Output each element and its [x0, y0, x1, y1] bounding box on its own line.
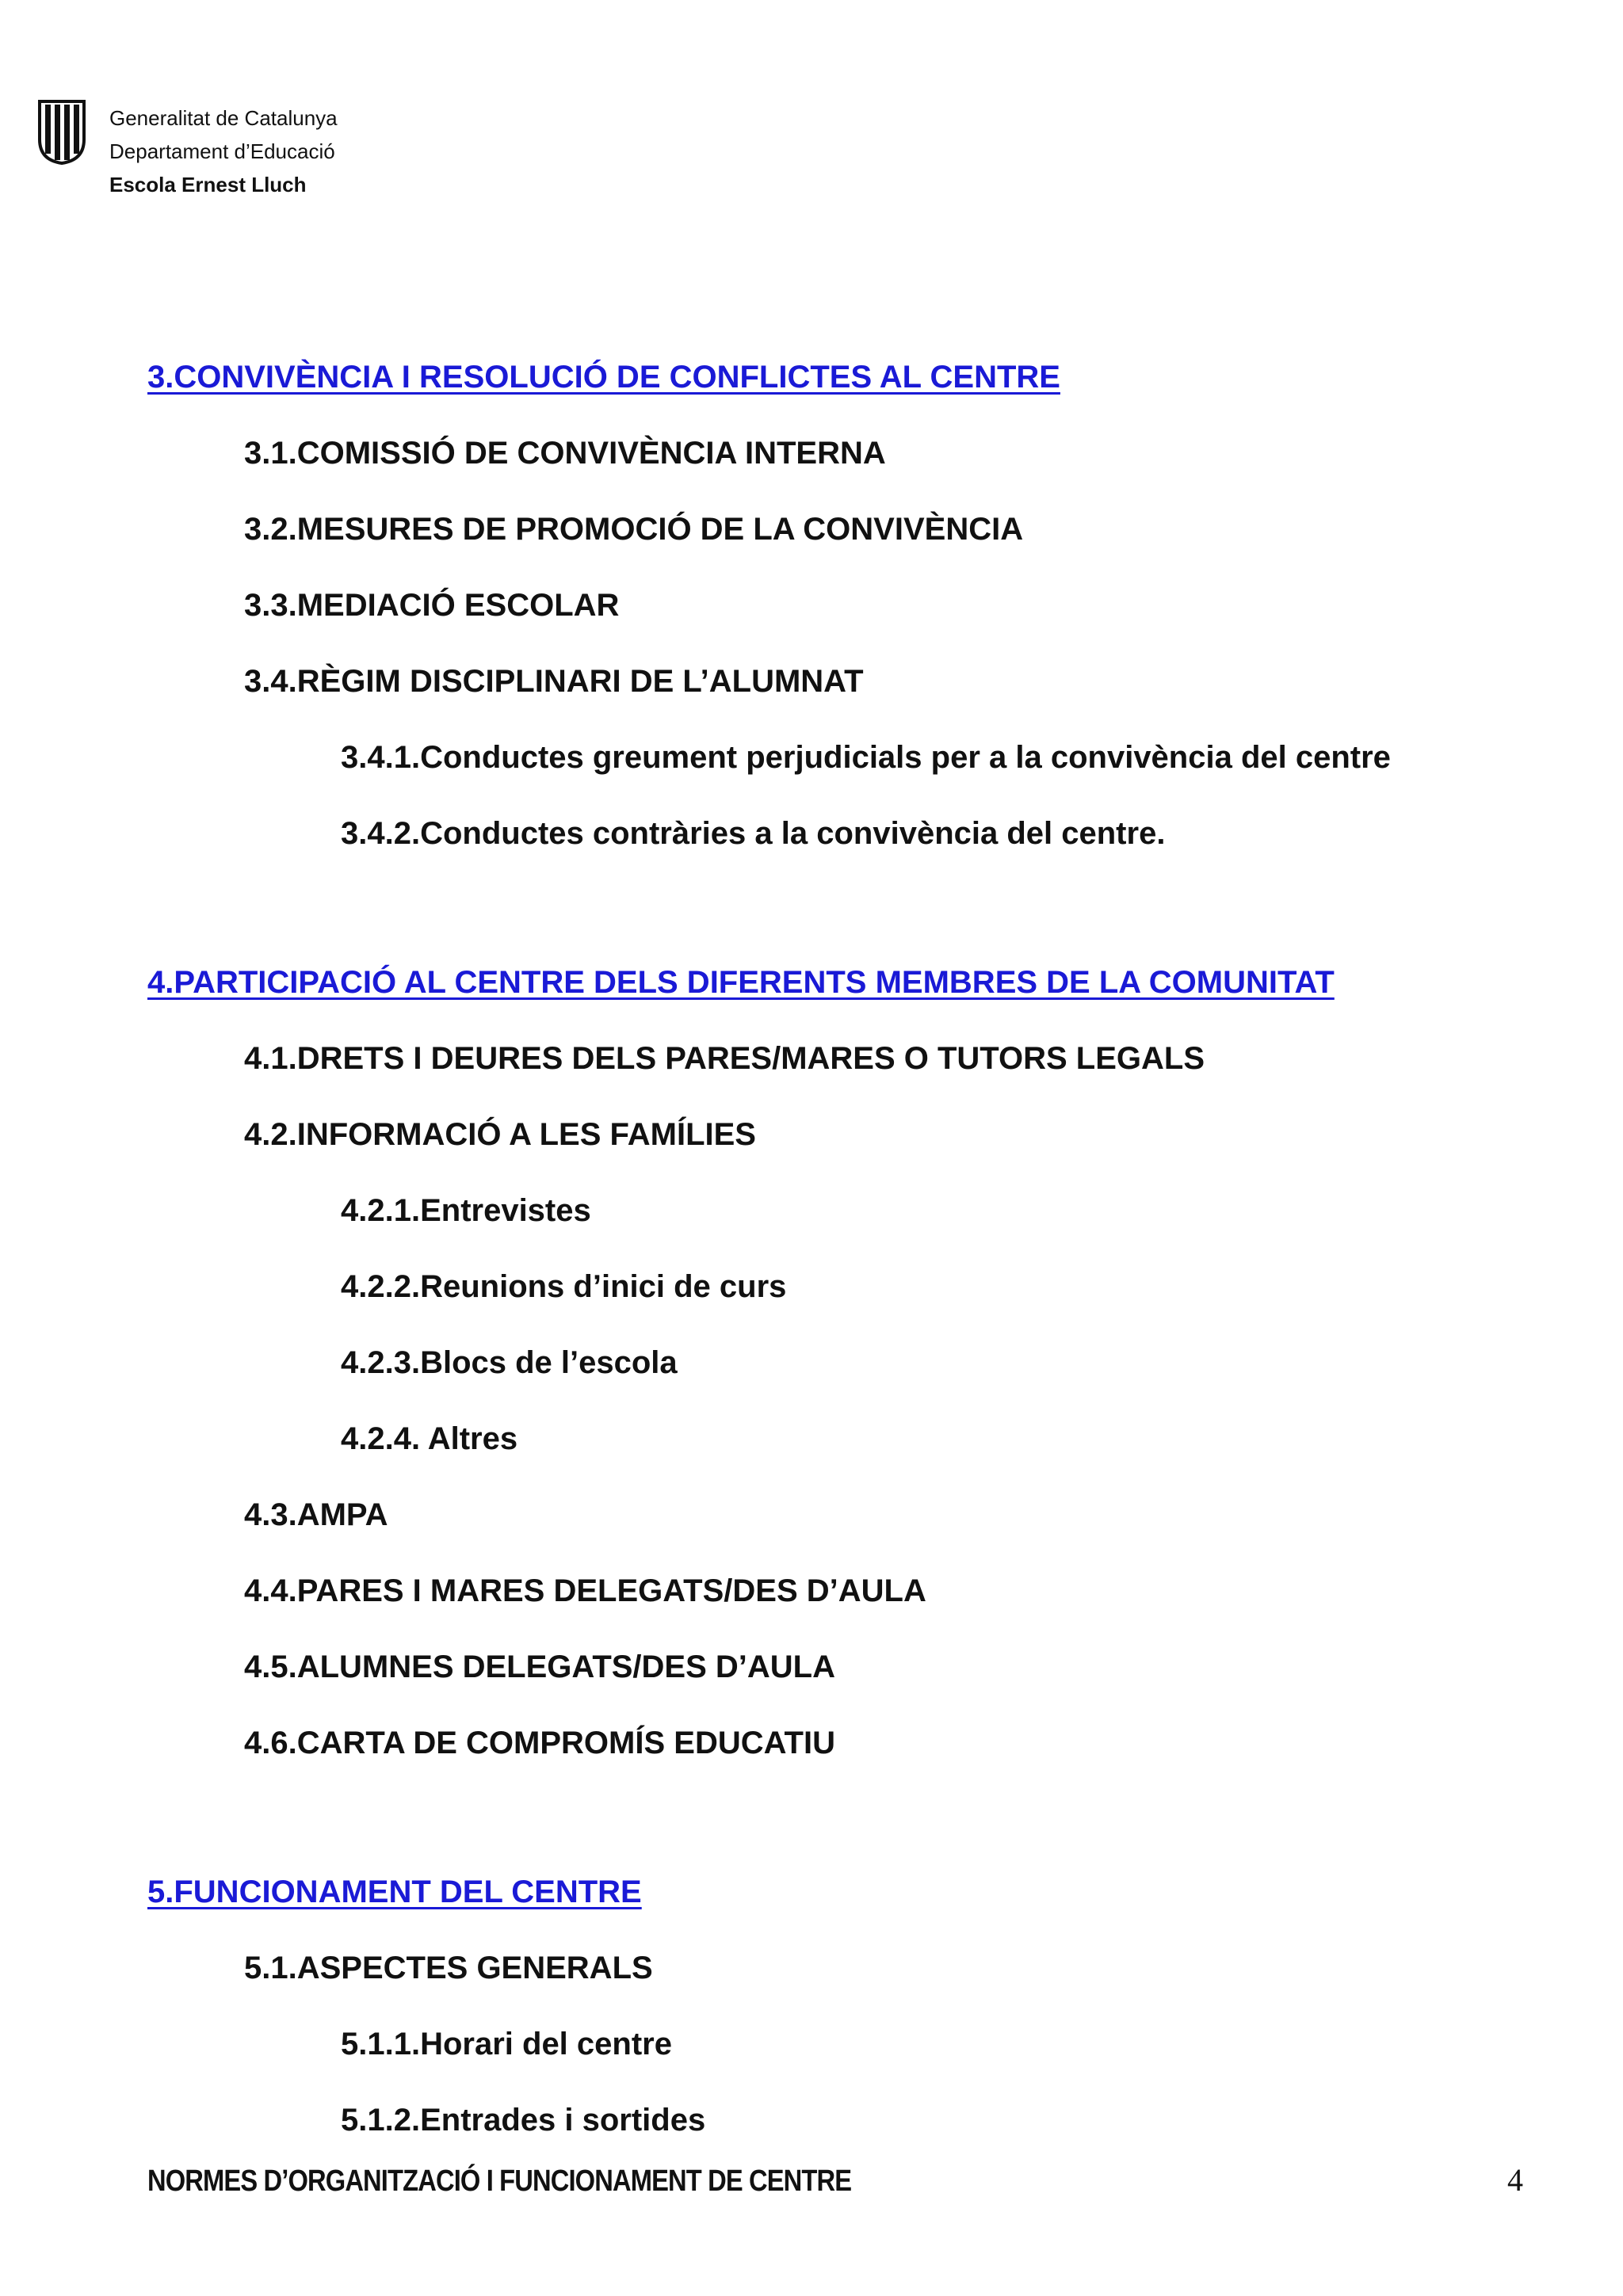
- toc-entry-5: 3.4.RÈGIM DISCIPLINARI DE L’ALUMNAT: [244, 664, 864, 699]
- toc-section-link-8[interactable]: 4.PARTICIPACIÓ AL CENTRE DELS DIFERENTS MEMBRES DE LA COMUNITAT: [147, 965, 1335, 1000]
- footer-title: NORMES D’ORGANITZACIÓ I FUNCIONAMENT DE CENTRE: [147, 2164, 852, 2198]
- generalitat-coat-of-arms-icon: [36, 98, 87, 165]
- toc-entry-11: 4.2.1.Entrevistes: [341, 1193, 591, 1228]
- toc-entry-10: 4.2.INFORMACIÓ A LES FAMÍLIES: [244, 1117, 756, 1152]
- header-government: Generalitat de Catalunya: [109, 106, 338, 130]
- toc-entry-4: 3.3.MEDIACIÓ ESCOLAR: [244, 588, 620, 623]
- toc-entry-16: 4.4.PARES I MARES DELEGATS/DES D’AULA: [244, 1573, 926, 1608]
- header-text: [109, 101, 338, 201]
- header-school: Escola Ernest Lluch: [109, 173, 307, 196]
- toc-entry-18: 4.6.CARTA DE COMPROMÍS EDUCATIU: [244, 1726, 835, 1760]
- toc-entry-17: 4.5.ALUMNES DELEGATS/DES D’AULA: [244, 1650, 835, 1684]
- toc-entry-6: 3.4.1.Conductes greument perjudicials per a la convivència del centre: [341, 740, 1391, 775]
- toc-section-link-1[interactable]: 3.CONVIVÈNCIA I RESOLUCIÓ DE CONFLICTES AL CENTRE: [147, 360, 1060, 395]
- toc-entry-2: 3.1.COMISSIÓ DE CONVIVÈNCIA INTERNA: [244, 436, 886, 471]
- toc-entry-14: 4.2.4. Altres: [341, 1421, 518, 1456]
- toc-entry-9: 4.1.DRETS I DEURES DELS PARES/MARES O TUTORS LEGALS: [244, 1041, 1205, 1076]
- toc-entry-13: 4.2.3.Blocs de l’escola: [341, 1345, 678, 1380]
- toc-entry-7: 3.4.2.Conductes contràries a la convivència del centre.: [341, 816, 1166, 851]
- toc-entry-15: 4.3.AMPA: [244, 1497, 388, 1532]
- toc-entry-21: 5.1.1.Horari del centre: [341, 2027, 672, 2061]
- toc-entry-12: 4.2.2.Reunions d’inici de curs: [341, 1269, 787, 1304]
- header-department: Departament d’Educació: [109, 139, 335, 163]
- toc-section-link-19[interactable]: 5.FUNCIONAMENT DEL CENTRE: [147, 1875, 642, 1909]
- toc-entry-20: 5.1.ASPECTES GENERALS: [244, 1951, 653, 1985]
- page-number: 4: [1507, 2162, 1523, 2198]
- toc-entry-22: 5.1.2.Entrades i sortides: [341, 2103, 706, 2138]
- toc-entry-3: 3.2.MESURES DE PROMOCIÓ DE LA CONVIVÈNCIA: [244, 512, 1024, 547]
